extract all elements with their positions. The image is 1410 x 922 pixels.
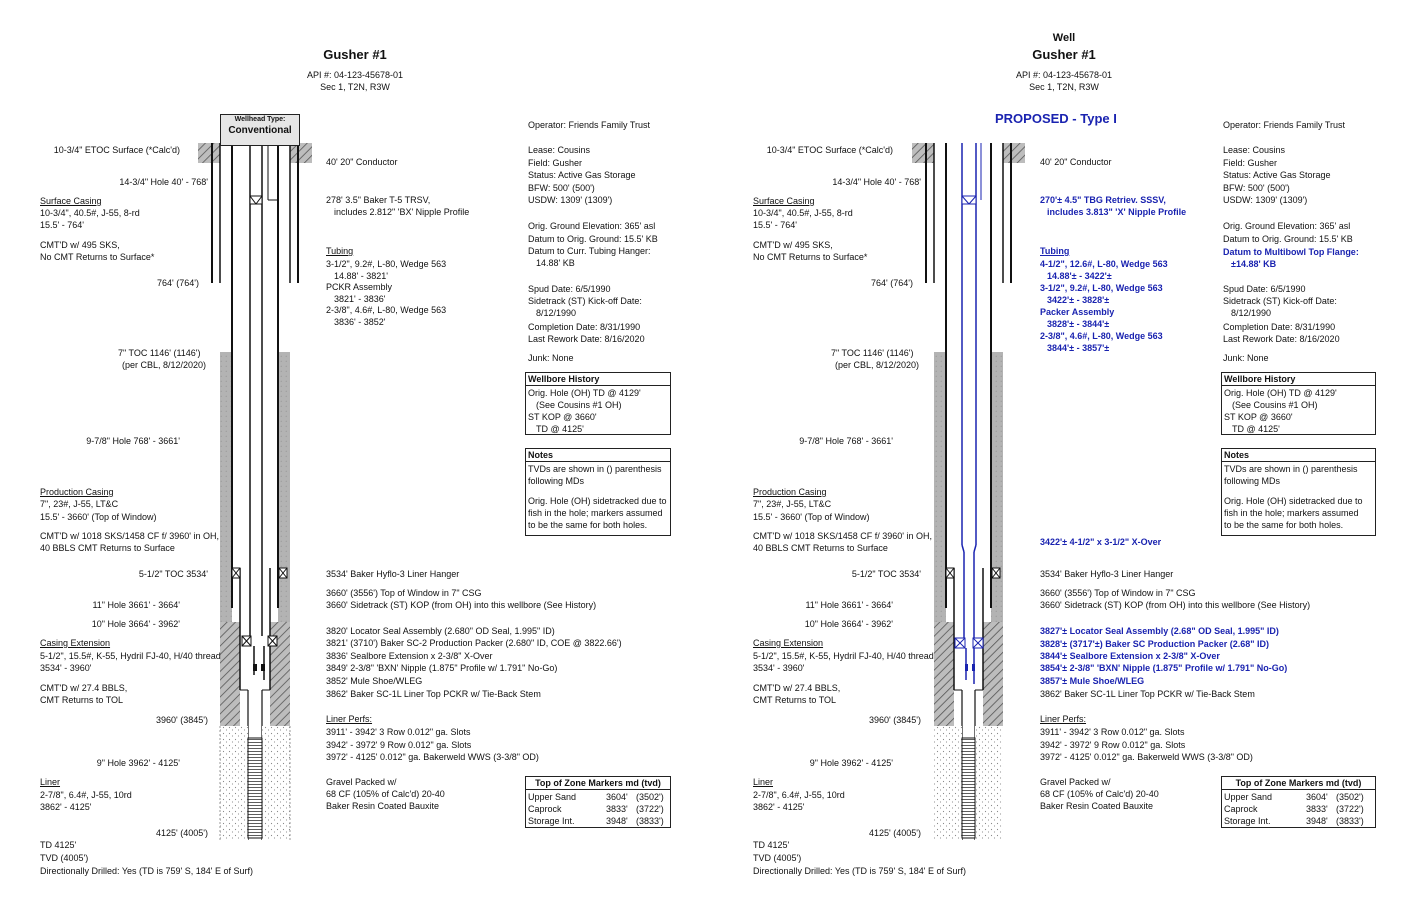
left-etoc: 10-3/4" ETOC Surface (*Calc'd) — [53, 145, 180, 155]
left-conductor-hatch-r — [290, 143, 312, 163]
left-wellbore-history-box: Wellbore History Orig. Hole (OH) TD @ 4129' (See Cousins #1 OH) ST KOP @ 3660' TD @ 4125' — [525, 372, 671, 435]
right-well-drawing — [912, 143, 1025, 840]
left-well-title: Gusher #1 — [323, 47, 387, 62]
left-d764: 764' (764') — [157, 278, 199, 288]
right-title-pre: Well — [1052, 32, 1076, 44]
table-row: Caprock 3833' (3722') — [528, 804, 664, 814]
table-row: Storage Int. 3948' (3833') — [1224, 816, 1364, 826]
left-hole2: 9-7/8" Hole 768' - 3661' — [86, 436, 180, 446]
right-notes-box: Notes TVDs are shown in () parenthesis following MDs Orig. Hole (OH) sidetracked due to fish in the hole; markers assumed to be the same for both holes. — [1221, 448, 1376, 536]
left-wellhead-box: Wellhead Type: Conventional — [220, 114, 300, 146]
table-row: Upper Sand 3604' (3502') — [1224, 792, 1364, 802]
left-location: Sec 1, T2N, R3W — [320, 82, 390, 92]
table-row: Caprock 3833' (3722') — [1224, 804, 1364, 814]
left-surface-casing-head: Surface Casing — [40, 196, 102, 206]
left-api: API #: 04-123-45678-01 — [306, 70, 404, 80]
left-hole1: 14-3/4" Hole 40' - 768' — [119, 177, 208, 187]
left-conductor-hatch-l — [198, 143, 220, 163]
left-zone-markers-box: Top of Zone Markers md (tvd) Upper Sand 3604' (3502') Caprock 3833' (3722') Storage Int. 3948' (3833') — [525, 776, 671, 828]
left-notes-box: Notes TVDs are shown in () parenthesis following MDs Orig. Hole (OH) sidetracked due to fish in the hole; markers assumed to be the same for both holes. — [525, 448, 671, 536]
proposed-label: PROPOSED - Type I — [995, 111, 1117, 126]
table-row: Storage Int. 3948' (3833') — [528, 816, 664, 826]
table-row: Upper Sand 3604' (3502') — [528, 792, 664, 802]
left-well-drawing — [198, 143, 312, 840]
right-well-title: Gusher #1 — [1032, 47, 1096, 62]
right-wellbore-history-box: Wellbore History Orig. Hole (OH) TD @ 4129' (See Cousins #1 OH) ST KOP @ 3660' TD @ 4125' — [1221, 372, 1376, 435]
right-zone-markers-box: Top of Zone Markers md (tvd) Upper Sand 3604' (3502') Caprock 3833' (3722') Storage Int. 3948' (3833') — [1221, 776, 1376, 828]
